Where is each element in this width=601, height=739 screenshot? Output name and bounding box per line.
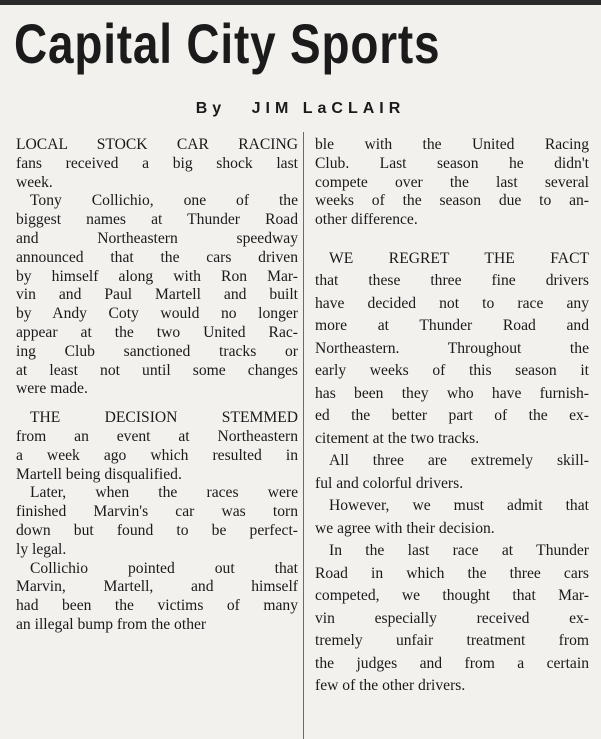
text-line: Tony Collichio, one of the xyxy=(30,192,298,210)
text-line: ed the better part of the ex- xyxy=(315,407,589,425)
text-line: at least not until some changes xyxy=(16,361,298,379)
text-line: an illegal bump from the other xyxy=(16,615,207,633)
text-line: Northeastern. Throughout the xyxy=(315,339,589,357)
text-line: down but found to be perfect- xyxy=(16,521,298,539)
text-line: All three are extremely skill- xyxy=(329,452,589,470)
text-line: the judges and from a certain xyxy=(315,654,589,672)
paragraph xyxy=(16,192,298,399)
text-line: announced that the cars driven xyxy=(16,248,298,266)
paragraph xyxy=(16,136,298,192)
byline xyxy=(0,100,601,118)
text-line: compete over the last several xyxy=(315,173,589,191)
text-line: appear at the two United Rac- xyxy=(16,323,298,341)
right-column xyxy=(315,136,589,698)
text-line: other difference. xyxy=(315,211,418,229)
text-line: that these three fine drivers xyxy=(315,272,589,290)
text-line: have decided not to race any xyxy=(315,294,589,312)
text-line: ing Club sanctioned tracks or xyxy=(16,342,298,360)
text-line: ful and colorful drivers. xyxy=(315,474,464,492)
right-column-main xyxy=(315,230,589,698)
paragraph xyxy=(315,248,589,451)
text-line: LOCAL STOCK CAR RACING xyxy=(16,136,298,153)
paragraph xyxy=(315,136,589,230)
text-line: Collichio pointed out that xyxy=(30,559,298,577)
text-line: Club. Last season he didn't xyxy=(315,154,589,172)
text-line: few of the other drivers. xyxy=(315,677,466,695)
text-line: Martell being disqualified. xyxy=(16,465,182,483)
text-line: were made. xyxy=(16,380,88,398)
text-line: Road in which the three cars xyxy=(315,564,589,582)
text-line: from an event at Northeastern xyxy=(16,427,298,445)
text-line: a week ago which resulted in xyxy=(16,446,298,464)
text-line: ly legal. xyxy=(16,540,67,558)
text-line: citement at the two tracks. xyxy=(315,429,480,447)
text-line: THE DECISION STEMMED xyxy=(30,409,298,427)
text-line: WE REGRET THE FACT xyxy=(329,249,589,267)
text-line: However, we must admit that xyxy=(329,497,589,515)
byline-author: JIM LaCLAIR xyxy=(251,100,406,117)
byline-by: By xyxy=(195,100,227,117)
right-column-top xyxy=(315,136,589,230)
text-line: In the last race at Thunder xyxy=(329,542,589,560)
top-rule xyxy=(0,0,601,5)
text-line: had been the victims of many xyxy=(16,597,298,615)
paragraph xyxy=(16,409,298,484)
paragraph xyxy=(16,560,298,635)
text-line: ble with the United Racing xyxy=(315,136,589,153)
left-column xyxy=(16,136,298,635)
text-line: by himself along with Ron Mar- xyxy=(16,267,298,285)
text-line: vin and Paul Martell and built xyxy=(16,286,298,304)
text-line: more at Thunder Road and xyxy=(315,317,589,335)
paragraph xyxy=(315,450,589,495)
text-line: early weeks of this season it xyxy=(315,362,589,380)
paragraph xyxy=(16,484,298,559)
column-divider xyxy=(303,132,304,739)
text-line: Marvin, Martell, and himself xyxy=(16,578,298,596)
text-line: and Northeastern speedway xyxy=(16,229,298,247)
text-line: biggest names at Thunder Road xyxy=(16,211,298,229)
text-line: tremely unfair treatment from xyxy=(315,632,589,650)
text-line: by Andy Coty would no longer xyxy=(16,305,298,323)
text-line: fans received a big shock last xyxy=(16,154,298,172)
text-line: we agree with their decision. xyxy=(315,519,495,537)
paragraph xyxy=(315,495,589,540)
text-line: competed, we thought that Mar- xyxy=(315,587,589,605)
headline: Capital City Sports xyxy=(14,12,441,75)
paragraph xyxy=(315,540,589,698)
text-line: week. xyxy=(16,173,53,191)
text-line: finished Marvin's car was torn xyxy=(16,503,298,521)
text-line: has been they who have furnish- xyxy=(315,384,589,402)
text-line: weeks of the season due to an- xyxy=(315,192,589,210)
text-line: vin especially received ex- xyxy=(315,609,589,627)
text-line: Later, when the races were xyxy=(30,484,298,502)
